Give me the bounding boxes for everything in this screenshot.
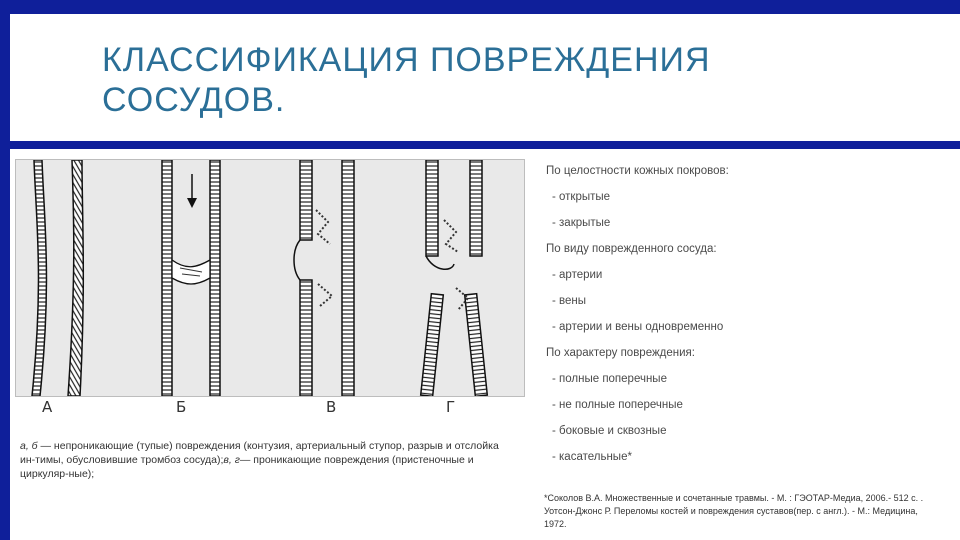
vessel-a <box>32 160 83 396</box>
figure-label-a: А <box>42 398 53 416</box>
title-band <box>10 14 960 141</box>
slide <box>10 14 960 540</box>
figure-label-v: В <box>326 398 337 416</box>
classification-list <box>546 160 946 472</box>
list-item: По целостности кожных покровов: <box>546 165 729 177</box>
vessel-b <box>162 160 220 396</box>
slide-title: КЛАССИФИКАЦИЯ ПОВРЕЖДЕНИЯ СОСУДОВ. <box>102 41 711 119</box>
figure-caption <box>20 439 500 481</box>
list-item: По виду поврежденного сосуда: <box>546 243 717 255</box>
vessel-g <box>421 160 488 396</box>
caption-part1: — непроникающие (тупые) повреждения (контузия, артериальный ступор, разрыв и отслойка ин-тимы, обусловившие тромбоз сосуда); <box>20 440 499 466</box>
list-item: По характеру повреждения: <box>546 347 695 359</box>
vessel-v <box>294 160 354 396</box>
title-divider <box>10 141 960 149</box>
list-item: - артерии <box>552 269 603 281</box>
list-item: - вены <box>552 295 587 307</box>
caption-italic-vg: в, г <box>223 454 240 466</box>
list-item: - не полные поперечные <box>552 399 683 411</box>
list-item: - закрытые <box>552 217 611 229</box>
caption-italic-ab: а, б <box>20 440 38 452</box>
list-item: - артерии и вены одновременно <box>552 321 724 333</box>
list-item: - боковые и сквозные <box>552 425 667 437</box>
list-item: - касательные* <box>552 451 632 463</box>
figure-label-g: Г <box>446 398 456 416</box>
vessel-injury-illustration <box>15 159 525 397</box>
vessel-drawings <box>16 160 524 396</box>
caption-part2: — проникающие повреждения (пристеночные и циркуляр-ные); <box>20 454 474 480</box>
references: *Соколов В.А. Множественные и сочетанные травмы. - М. : ГЭОТАР-Медиа, 2006.- 512 с. . Уотсон-Джонс Р. Переломы костей и повреждения суставов(пер. с англ.). - М.: Медицина, 1972. <box>544 493 924 529</box>
list-item: - открытые <box>552 191 611 203</box>
list-item: - полные поперечные <box>552 373 667 385</box>
figure-label-b: Б <box>176 398 187 416</box>
